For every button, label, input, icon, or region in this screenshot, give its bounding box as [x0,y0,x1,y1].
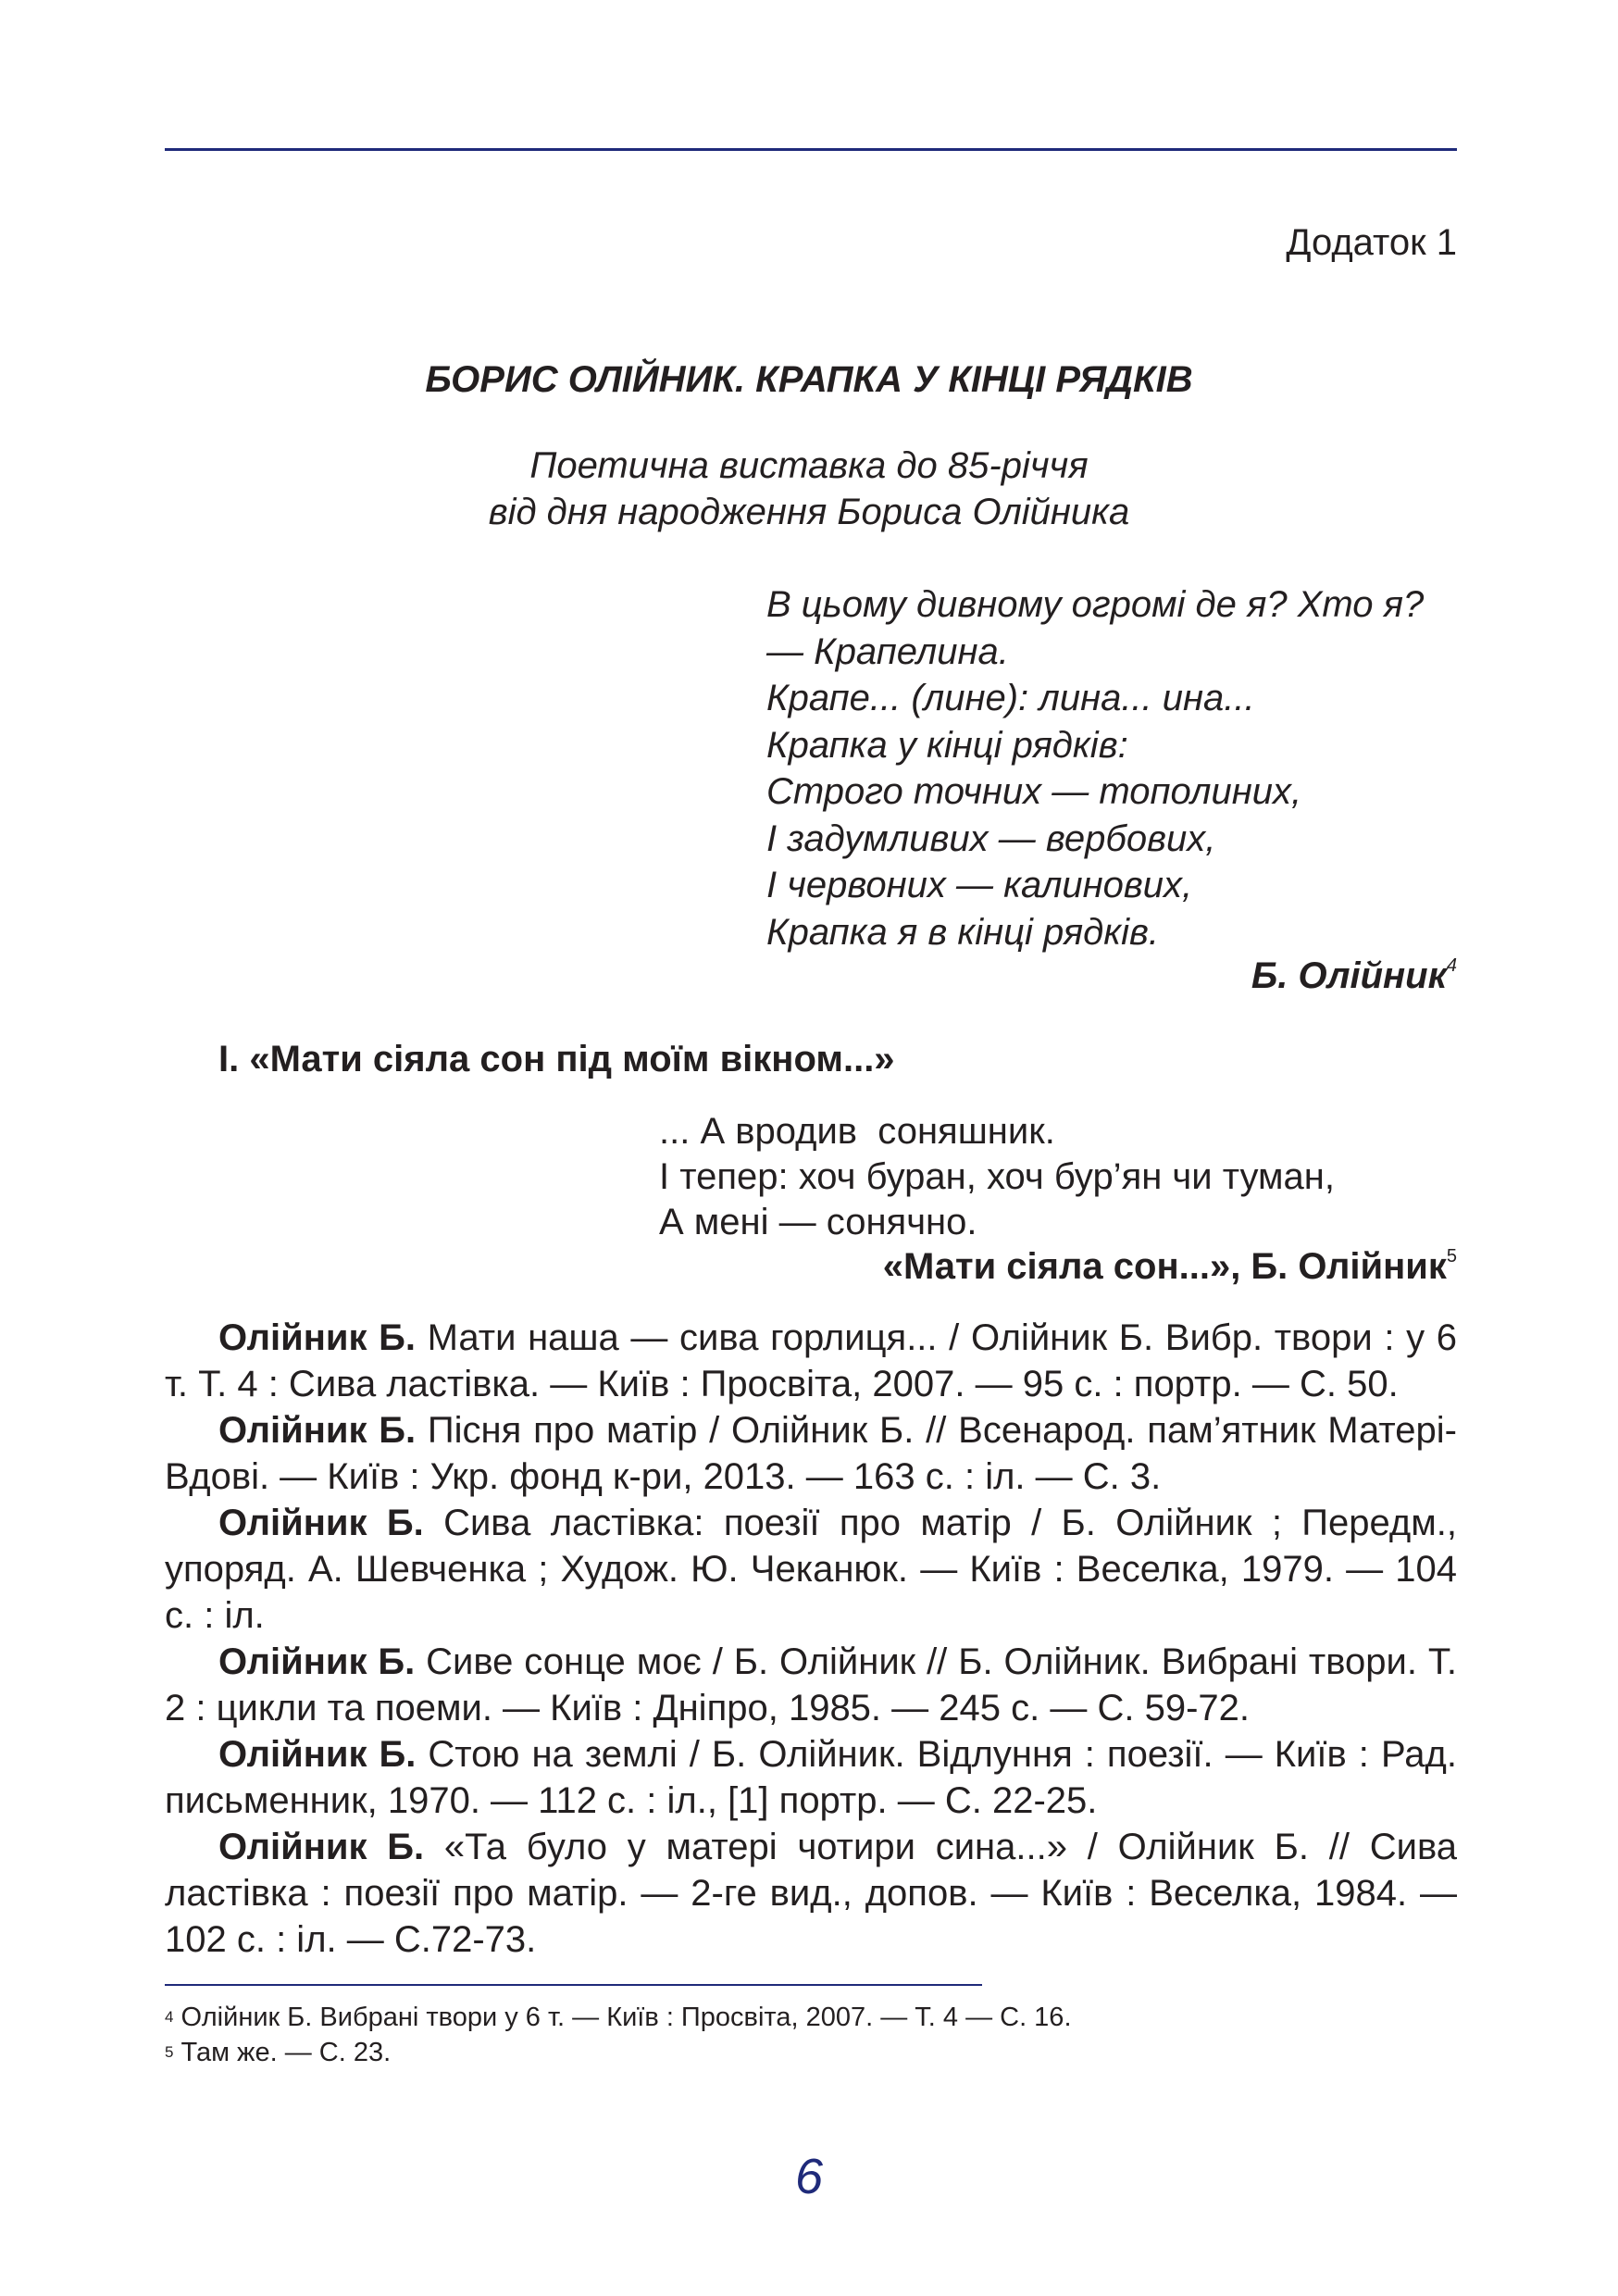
reference-item [165,1731,1457,1824]
reference-author: Олійник Б. [218,1734,417,1775]
section-verse [659,1109,1335,1245]
epigraph-line: Строго точних — тополиних, [766,771,1302,812]
reference-item [165,1639,1457,1731]
reference-item [165,1315,1457,1407]
footnote-ref-5[interactable]: 5 [1446,1246,1457,1267]
footnote-text: Олійник Б. Вибрані твори у 6 т. — Київ : Просвіта, 2007. — Т. 4 — С. 16. [173,2003,1072,2032]
epigraph [766,581,1424,955]
verse-line: А мені — сонячно. [659,1202,977,1242]
footnote-text: Там же. — С. 23. [173,2038,392,2067]
reference-item [165,1824,1457,1963]
footnote-mark: 5 [165,2043,174,2061]
epigraph-line: І задумливих — вербових, [766,817,1216,859]
reference-author: Олійник Б. [218,1827,425,1867]
appendix-label: Додаток 1 [1286,222,1457,263]
verse-source [883,1246,1457,1288]
verse-source-text: «Мати сіяла сон...», Б. Олійник [882,1246,1447,1287]
reference-text: Мати наша — сива горлиця... / Олійник Б. Вибр. твори : у 6 т. Т. 4 : Сива ластівка. — Київ : Просвіта, 2007. — 95 с. : портр. — С. 50. [165,1317,1457,1404]
section-title: І. «Мати сіяла сон під моїм вікном...» [218,1039,895,1079]
reference-item [165,1500,1457,1639]
reference-author: Олійник Б. [218,1410,417,1451]
footnote-5 [165,2035,1072,2070]
footnote-mark: 4 [165,2008,174,2026]
reference-text: Стою на землі / Б. Олійник. Відлуння : поезії. — Київ : Рад. письменник, 1970. — 112 с. : іл., [1] портр. — С. 22-25. [165,1734,1457,1821]
footnote-4 [165,2000,1072,2035]
reference-author: Олійник Б. [218,1641,416,1682]
epigraph-line: І червоних — калинових, [766,865,1193,905]
epigraph-line: Крапе... (лине): лина... ина... [766,678,1255,718]
reference-text: Сива ластівка: поезії про матір / Б. Олійник ; Передм., упоряд. А. Шевченка ; Худож. Ю. Чеканюк. — Київ : Веселка, 1979. — 104 с. : іл. [165,1503,1457,1636]
reference-text: Сиве сонце моє / Б. Олійник // Б. Олійник. Вибрані твори. Т. 2 : цикли та поеми. — Київ : Дніпро, 1985. — 245 с. — С. 59-72. [165,1641,1457,1728]
footnote-ref-4[interactable]: 4 [1446,955,1457,976]
reference-author: Олійник Б. [218,1503,424,1543]
epigraph-line: Крапка я в кінці рядків. [766,911,1160,953]
reference-list [165,1315,1457,1963]
page-number: 6 [794,2149,824,2204]
verse-line: І тепер: хоч буран, хоч бур’ян чи туман, [659,1156,1335,1197]
epigraph-line: Крапка у кінці рядків: [766,724,1128,766]
verse-line: ... А вродив соняшник. [659,1111,1055,1152]
page-title: БОРИС ОЛІЙНИК. КРАПКА У КІНЦІ РЯДКІВ [425,359,1193,400]
reference-author: Олійник Б. [218,1317,416,1358]
footnotes [165,2000,1072,2070]
epigraph-line: В цьому дивному огромі де я? Хто я? [766,584,1425,625]
subtitle-line: від дня народження Бориса Олійника [488,492,1130,532]
epigraph-author [1251,955,1457,997]
epigraph-line: — Крапелина. [766,630,1009,672]
epigraph-author-name: Б. Олійник [1251,955,1447,996]
subtitle [0,443,1618,535]
reference-text: «Та було у матері чотири сина...» / Олійник Б. // Сива ластівка : поезії про матір. — 2-ге вид., допов. — Київ : Веселка, 1984. — 102 с. : іл. — С.72-73. [165,1827,1457,1960]
reference-text: Пісня про матір / Олійник Б. // Всенарод. пам’ятник Матері-Вдові. — Київ : Укр. фонд к-ри, 2013. — 163 с. : іл. — С. 3. [165,1410,1457,1497]
reference-item [165,1407,1457,1500]
header-rule [165,148,1457,151]
footnote-rule [165,1984,982,1986]
subtitle-line: Поетична виставка до 85-річчя [529,445,1089,486]
